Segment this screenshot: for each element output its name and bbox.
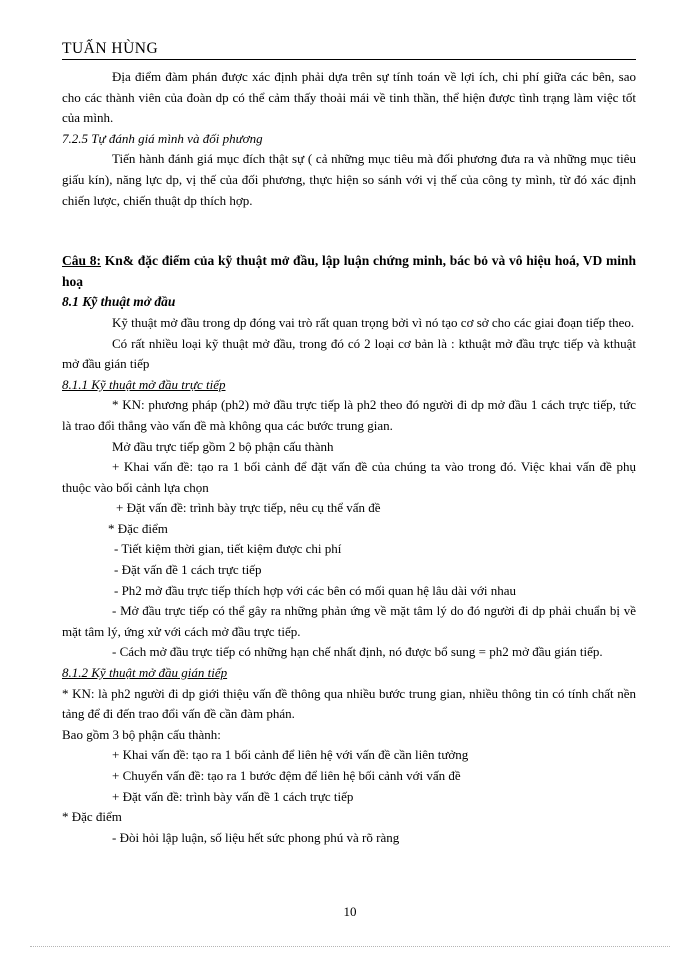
question-label: Câu 8: xyxy=(62,253,102,269)
paragraph: Bao gồm 3 bộ phận cấu thành: xyxy=(62,726,221,742)
list-heading: * Đặc điểm xyxy=(108,520,168,536)
list-item: - Tiết kiệm thời gian, tiết kiệm được chi phí xyxy=(114,541,342,557)
spacer xyxy=(62,211,636,231)
list-item: - Ph2 mở đầu trực tiếp thích hợp với các bên có mối quan hệ lâu dài với nhau xyxy=(114,582,517,598)
question-heading xyxy=(62,251,636,292)
list-heading: * Đặc điểm xyxy=(62,809,122,825)
paragraph: * KN: phương pháp (ph2) mở đầu trực tiếp là ph2 theo đó người đi dp mở đầu 1 cách trực tiếp, tức là trao đổi thẳng vào vấn đề mà không qua các bước trung gian. xyxy=(62,397,636,433)
paragraph: Có rất nhiều loại kỹ thuật mở đầu, trong đó có 2 loại cơ bản là : kthuật mở đầu trực tiếp và kthuật mở đầu gián tiếp xyxy=(62,335,636,372)
spacer xyxy=(62,231,636,251)
paragraph: Mở đầu trực tiếp gồm 2 bộ phận cấu thành xyxy=(112,438,334,454)
paragraph: Tiến hành đánh giá mục đích thật sự ( cả những mục tiêu mà đối phương đưa ra và những mục tiêu giấu kín), năng lực dp, vị thế của đối phương, thực hiện so sánh với vị thế của công ty mình, từ đó xác định chiến lược, chiến thuật dp thích hợp. xyxy=(62,151,636,208)
paragraph: Kỹ thuật mở đầu trong dp đóng vai trò rất quan trọng bởi vì nó tạo cơ sở cho các giai đoạn tiếp theo. xyxy=(112,314,635,330)
paragraph: * KN: là ph2 người đi dp giới thiệu vấn đề thông qua nhiều bước trung gian, nhiều thông tin có tính chất nền tảng để đi đến trao đổi vấn đề cần đàm phán. xyxy=(62,685,636,722)
page-header xyxy=(62,40,636,60)
list-item: - Cách mở đầu trực tiếp có những hạn chế nhất định, nó được bổ sung = ph2 mở đầu gián tiếp. xyxy=(112,644,603,660)
section-heading-8-1: 8.1 Kỹ thuật mở đầu xyxy=(62,294,176,310)
list-item: + Chuyển vấn đề: tạo ra 1 bước đệm để liên hệ bối cảnh với vấn đề xyxy=(112,768,461,783)
section-heading-7-2-5: 7.2.5 Tự đánh giá mình và đối phương xyxy=(62,130,263,146)
list-item: + Đặt vấn đề: trình bày trực tiếp, nêu cụ thể vấn đề xyxy=(116,500,381,516)
header-author: TUẤN HÙNG xyxy=(62,40,159,57)
section-heading-8-1-2: 8.1.2 Kỹ thuật mở đầu gián tiếp xyxy=(62,665,228,681)
list-item: + Đặt vấn đề: trình bày vấn đề 1 cách trực tiếp xyxy=(112,788,354,804)
list-item: - Mở đầu trực tiếp có thể gây ra những phản ứng về mặt tâm lý do đó người đi dp phải chuẩn bị về mặt tâm lý, ứng xử với cách mở đầu trực tiếp. xyxy=(62,603,636,639)
page-break-line xyxy=(30,946,670,947)
list-item: + Khai vấn đề: tạo ra 1 bối cảnh để đặt vấn đề của chúng ta vào trong đó. Việc khai vấn đề phụ thuộc vào bối cảnh lựa chọn xyxy=(62,459,636,495)
page-body xyxy=(62,67,636,848)
paragraph: Địa điểm đàm phán được xác định phải dựa trên sự tính toán về lợi ích, chi phí giữa các bên, sao cho các thành viên của đoàn dp có thể cảm thấy thoải mái về tinh thần, thể hiện được tình trạng làm việc tốt của mình. xyxy=(62,69,636,126)
list-item: + Khai vấn đề: tạo ra 1 bối cảnh để liên hệ với vấn đề cần liên tưởng xyxy=(112,747,469,763)
list-item: - Đặt vấn đề 1 cách trực tiếp xyxy=(114,562,262,578)
page-number: 10 xyxy=(343,904,357,919)
list-item: - Đòi hỏi lập luận, số liệu hết sức phong phú và rõ ràng xyxy=(112,829,400,845)
question-text: Kn& đặc điểm của kỹ thuật mở đầu, lập luận chứng minh, bác bỏ và vô hiệu hoá, VD minh hoạ xyxy=(62,253,636,289)
section-heading-8-1-1: 8.1.1 Kỹ thuật mở đầu trực tiếp xyxy=(62,376,226,392)
